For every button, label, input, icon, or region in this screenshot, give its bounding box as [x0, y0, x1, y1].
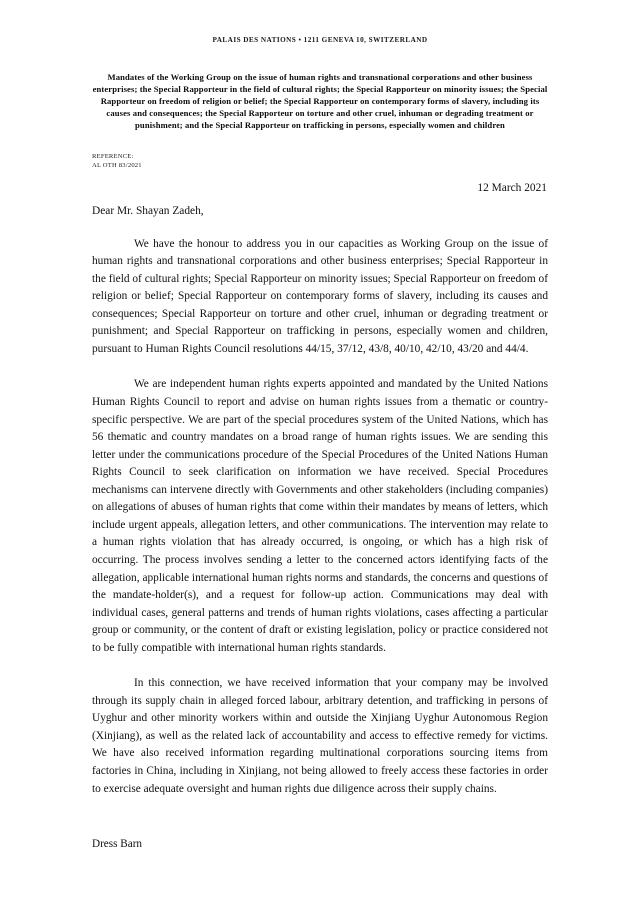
reference-block	[92, 153, 640, 170]
body-paragraph: In this connection, we have received information that your company may be involved through its supply chain in alleged forced labour, arbitrary detention, and trafficking in persons of Uyghur and other minority workers within and outside the Xinjiang Uyghur Autonomous Region (Xinjiang), as well as the related lack of accountability and access to effective remedy for victims. We have also received information regarding multinational corporations sourcing items from factories in China, including in Xinjiang, not being allowed to freely access these factories in order to exercise adequate oversight and human rights due diligence across their supply chains.	[92, 677, 548, 795]
letter-body	[92, 236, 548, 798]
letter-date: 12 March 2021	[477, 181, 547, 194]
reference-label: REFERENCE:	[92, 153, 134, 161]
recipient-name: Dress Barn	[92, 838, 143, 850]
body-paragraph: We have the honour to address you in our capacities as Working Group on the issue of human rights and transnational corporations and other business enterprises; Special Rapporteur in the field of cultural rights; Special Rapporteur on minority issues; Special Rapporteur on freedom of religion or belief; Special Rapporteur on contemporary forms of slavery, including its causes and consequences; Special Rapporteur on torture and other cruel, inhuman or degrading treatment or punishment; and Special Rapporteur on trafficking in persons, especially women and children, pursuant to Human Rights Council resolutions 44/15, 37/12, 43/8, 40/10, 42/10, 43/20 and 44/4.	[92, 237, 548, 355]
body-paragraph: We are independent human rights experts appointed and mandated by the United Nations Human Rights Council to report and advise on human rights issues from a thematic or country-specific perspective. We are part of the special procedures system of the United Nations, which has 56 thematic and country mandates on a broad range of human rights issues. We are sending this letter under the communications procedure of the Special Procedures of the United Nations Human Rights Council to seek clarification on information we have received. Special Procedures mechanisms can intervene directly with Governments and other stakeholders (including companies) on allegations of abuses of human rights that come within their mandates by means of letters, which include urgent appeals, allegation letters, and other communications. The intervention may relate to a human rights violation that has already occurred, is ongoing, or which has a high risk of occurring. The process involves sending a letter to the concerned actors identifying facts of the allegation, applicable international human rights norms and standards, the concerns and questions of the mandate-holder(s), and a request for follow-up action. Communications may deal with individual cases, general patterns and trends of human rights violations, cases affecting a particular group or community, or the content of draft or existing legislation, policy or practice considered not to be fully compatible with international human rights standards.	[92, 378, 548, 654]
reference-number: AL OTH 83/2021	[92, 162, 142, 170]
letterhead-address: PALAIS DES NATIONS • 1211 GENEVA 10, SWITZERLAND	[212, 36, 428, 44]
signature-block	[92, 838, 142, 850]
salutation: Dear Mr. Shayan Zadeh,	[92, 204, 204, 217]
mandate-title: Mandates of the Working Group on the issue of human rights and transnational corporations and other business enterprises; the Special Rapporteur in the field of cultural rights; the Special Rapporteur on minority issues; the Special Rapporteur on freedom of religion or belief; the Special Rapporteur on contemporary forms of slavery, including its causes and consequences; the Special Rapporteur on torture and other cruel, inhuman or degrading treatment or punishment; and the Special Rapporteur on trafficking in persons, especially women and children	[92, 72, 548, 131]
